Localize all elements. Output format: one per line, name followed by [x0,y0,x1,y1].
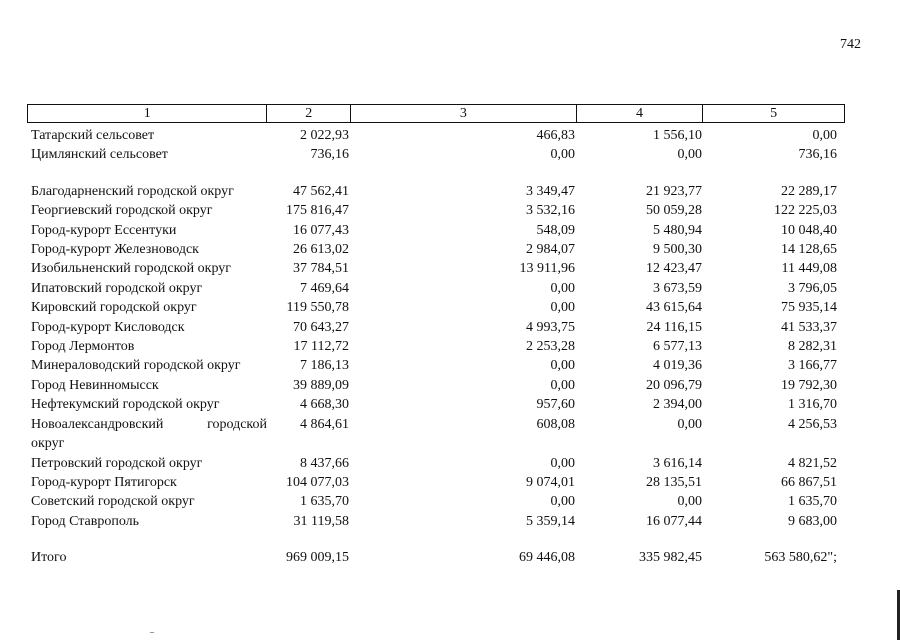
row-value-col3: 0,00 [550,494,575,510]
row-name: Город-курорт Пятигорск [31,474,177,490]
row-name: Кировский городской округ [31,300,197,316]
row-gap [27,531,845,548]
row-value-col3: 0,00 [550,358,575,374]
row-value-col3: 9 074,01 [526,474,575,490]
row-value-col4: 12 423,47 [646,261,702,277]
row-value-col4: 1 556,10 [653,128,702,143]
column-header-3: 3 [351,105,576,122]
row-name: Цимлянский сельсовет [31,147,168,163]
row-name-part: Новоалександровский [31,416,164,432]
row-value-col4: 6 577,13 [653,339,702,355]
total-col3: 69 446,08 [519,550,575,566]
row-value-col2: 37 784,51 [293,261,349,277]
row-value-col5: 4 256,53 [788,416,837,432]
row-value-col2: 175 816,47 [286,203,349,219]
table-body [27,126,845,568]
row-group-districts-cont [27,454,845,532]
row-value-col3: 957,60 [536,397,575,413]
table-row [27,182,845,201]
row-value-col5: 9 683,00 [788,513,837,529]
table-row [27,298,845,317]
table-row [27,259,845,278]
row-value-col3: 3 349,47 [526,183,575,199]
row-name: Минераловодский городской округ [31,358,241,374]
row-value-col4: 2 394,00 [653,397,702,413]
table-row [27,356,845,375]
row-name: Ипатовский городской округ [31,280,203,296]
table-row [27,473,845,492]
total-label: Итого [31,550,67,566]
row-value-col5: 1 635,70 [788,494,837,510]
total-col5: 563 580,62"; [764,550,837,566]
table-row [27,454,845,473]
row-value-col2: 17 112,72 [293,339,349,355]
row-value-col5: 11 449,08 [781,261,837,277]
table-row [27,279,845,298]
row-value-col5: 41 533,37 [781,319,837,335]
row-value-col4: 9 500,30 [653,242,702,258]
column-header-4: 4 [577,105,704,122]
row-value-col4: 0,00 [677,147,702,163]
row-value-col4: 21 923,77 [646,183,702,199]
column-header-1: 1 [28,105,267,122]
row-value-col5: 66 867,51 [781,474,837,490]
row-group-rural [27,126,845,165]
row-name: Петровский городской округ [31,455,203,471]
row-value-col5: 19 792,30 [781,377,837,393]
table-row [27,492,845,511]
row-value-col5: 1 316,70 [788,397,837,413]
row-name: Город Лермонтов [31,339,135,355]
row-value-col3: 608,08 [536,416,575,432]
row-name: Благодарненский городской округ [31,183,234,199]
row-value-col4: 28 135,51 [646,474,702,490]
row-value-col5: 75 935,14 [781,300,837,316]
row-value-col3: 4 993,75 [526,319,575,335]
row-value-col2: 736,16 [310,147,349,163]
row-value-col3: 5 359,14 [526,513,575,529]
table-row [27,126,845,145]
row-value-col2: 4 864,61 [300,416,349,432]
row-value-col2: 2 022,93 [300,128,349,143]
row-value-col4: 16 077,44 [646,513,702,529]
row-value-col5: 14 128,65 [781,242,837,258]
table-row [27,395,845,414]
row-value-col4: 3 616,14 [653,455,702,471]
row-name: Город-курорт Кисловодск [31,319,185,335]
row-name-part: городской [207,416,267,432]
row-value-col4: 5 480,94 [653,222,702,238]
row-value-col2: 39 889,09 [293,377,349,393]
row-value-col4: 0,00 [677,416,702,432]
column-header-2: 2 [267,105,351,122]
table-row [27,240,845,259]
row-value-col5: 3 796,05 [788,280,837,296]
row-value-col2: 8 437,66 [300,455,349,471]
row-value-col4: 3 673,59 [653,280,702,296]
row-name: Изобильненский городской округ [31,261,232,277]
row-value-col2: 1 635,70 [300,494,349,510]
page-number: 742 [840,37,861,52]
row-name: Георгиевский городской округ [31,203,213,219]
row-value-col4: 4 019,36 [653,358,702,374]
row-name: Нефтекумский городской округ [31,397,220,413]
row-value-col4: 43 615,64 [646,300,702,316]
row-value-col2: 31 119,58 [293,513,349,529]
row-value-col2: 104 077,03 [286,474,349,490]
row-value-col5: 0,00 [812,128,837,143]
row-name: Советский городской округ [31,494,195,510]
row-group-districts [27,182,845,415]
row-value-col2: 7 469,64 [300,280,349,296]
table-header [27,104,845,123]
row-value-col5: 736,16 [798,147,837,163]
row-name: Город-курорт Железноводск [31,242,199,258]
row-value-col4: 24 116,15 [646,319,702,335]
table-row [27,337,845,356]
row-value-col3: 0,00 [550,300,575,316]
row-name-part: округ [31,436,65,452]
row-value-col3: 2 253,28 [526,339,575,355]
row-value-col3: 0,00 [550,377,575,393]
table-row [27,145,845,164]
row-value-col3: 0,00 [550,280,575,296]
row-value-col2: 7 186,13 [300,358,349,374]
row-name [27,415,267,454]
table-row [27,512,845,531]
row-name: Татарский сельсовет [31,128,155,143]
row-value-col3: 2 984,07 [526,242,575,258]
row-value-col2: 4 668,30 [300,397,349,413]
row-value-col3: 548,09 [536,222,575,238]
table-row [27,221,845,240]
total-col2: 969 009,15 [286,550,349,566]
table-row [27,376,845,395]
row-value-col4: 0,00 [677,494,702,510]
table-row [27,318,845,337]
row-gap [27,165,845,182]
row-value-col5: 10 048,40 [781,222,837,238]
row-value-col3: 466,83 [536,128,575,143]
table-row [27,415,845,454]
row-value-col2: 70 643,27 [293,319,349,335]
row-value-col3: 13 911,96 [519,261,575,277]
total-row [27,548,845,567]
scan-speck [150,632,154,633]
row-value-col2: 47 562,41 [293,183,349,199]
row-value-col5: 3 166,77 [788,358,837,374]
row-value-col4: 20 096,79 [646,377,702,393]
row-value-col5: 122 225,03 [774,203,837,219]
row-name: Город Ставрополь [31,513,140,529]
column-header-5: 5 [770,106,778,121]
row-value-col2: 16 077,43 [293,222,349,238]
row-name: Город Невинномысск [31,377,159,393]
row-value-col2: 26 613,02 [293,242,349,258]
row-value-col5: 4 821,52 [788,455,837,471]
row-value-col5: 22 289,17 [781,183,837,199]
row-value-col3: 3 532,16 [526,203,575,219]
row-name: Город-курорт Ессентуки [31,222,177,238]
total-col4: 335 982,45 [639,550,702,566]
row-value-col5: 8 282,31 [788,339,837,355]
row-value-col4: 50 059,28 [646,203,702,219]
table-row [27,201,845,220]
row-value-col2: 119 550,78 [286,300,349,316]
row-value-col3: 0,00 [550,455,575,471]
row-value-col3: 0,00 [550,147,575,163]
